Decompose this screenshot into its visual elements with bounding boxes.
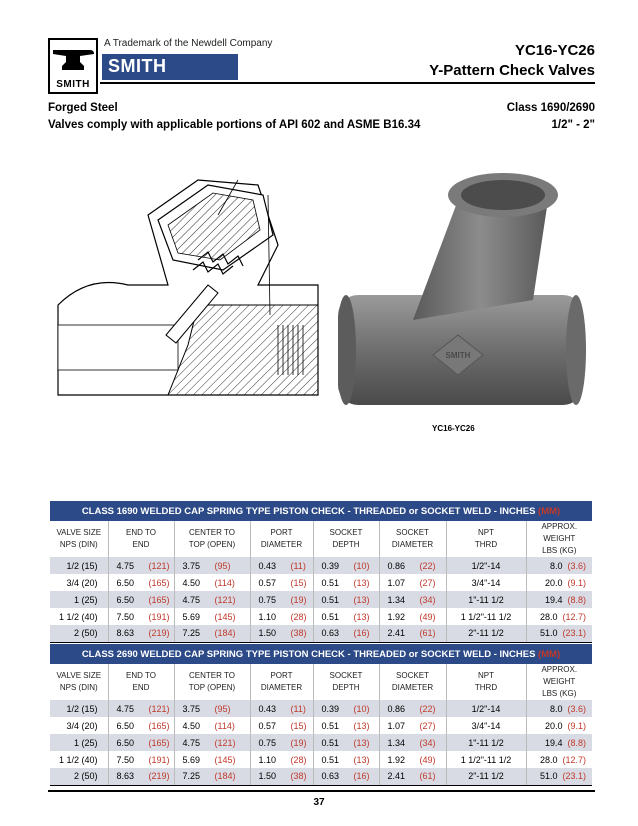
- table-row: 1/2 (15) 4.75 (121) 3.75 (95) 0.43 (11) 0.39 (10) 0.86 (22) 1/2"-14 8.0 (3.6): [50, 557, 592, 574]
- table-title: CLASS 1690 WELDED CAP SPRING TYPE PISTON CHECK - THREADED or SOCKET WELD - INCHES (MM): [50, 501, 592, 521]
- col-approx-weight: APPROX. WEIGHT LBS (KG): [526, 664, 592, 700]
- material-line: [48, 102, 595, 114]
- col-valve-size: VALVE SIZE NPS (DIN): [50, 521, 108, 557]
- table-row: 3/4 (20) 6.50 (165) 4.50 (114) 0.57 (15) 0.51 (13) 1.07 (27) 3/4"-14 20.0 (9.1): [50, 717, 592, 734]
- col-socket-depth: SOCKET DEPTH: [313, 664, 379, 700]
- col-valve-size: VALVE SIZE NPS (DIN): [50, 664, 108, 700]
- anvil-icon: [50, 44, 96, 84]
- page-number: 37: [313, 797, 325, 808]
- compliance-line: [48, 119, 595, 131]
- trademark-tagline: A Trademark of the Newdell Company: [104, 38, 273, 49]
- col-npt-thread: NPT THRD: [446, 521, 526, 557]
- class-1690-table: [50, 501, 592, 643]
- cross-section-drawing: [48, 175, 338, 410]
- col-end-to-end: END TO END: [108, 521, 174, 557]
- col-socket-diameter: SOCKET DIAMETER: [379, 664, 446, 700]
- table-row: 1/2 (15) 4.75 (121) 3.75 (95) 0.43 (11) 0.39 (10) 0.86 (22) 1/2"-14 8.0 (3.6): [50, 700, 592, 717]
- col-npt-thread: NPT THRD: [446, 664, 526, 700]
- product-title: Y-Pattern Check Valves: [429, 62, 595, 79]
- material: Forged Steel: [48, 102, 118, 114]
- table-row: 1 1/2 (40) 7.50 (191) 5.69 (145) 1.10 (28) 0.51 (13) 1.92 (49) 1 1/2"-11 1/2 28.0 (12.7): [50, 608, 592, 625]
- size-range: 1/2" - 2": [551, 119, 595, 131]
- column-headers: [50, 521, 592, 557]
- page-header: [48, 38, 595, 100]
- col-center-to-top: CENTER TO TOP (OPEN): [174, 664, 250, 700]
- column-headers: [50, 664, 592, 700]
- table-row: 1 1/2 (40) 7.50 (191) 5.69 (145) 1.10 (28) 0.51 (13) 1.92 (49) 1 1/2"-11 1/2 28.0 (12.7): [50, 751, 592, 768]
- pressure-class: Class 1690/2690: [506, 102, 595, 114]
- brand-name: SMITH: [108, 56, 167, 76]
- col-socket-depth: SOCKET DEPTH: [313, 521, 379, 557]
- table-row: 1 (25) 6.50 (165) 4.75 (121) 0.75 (19) 0.51 (13) 1.34 (34) 1"-11 1/2 19.4 (8.8): [50, 734, 592, 751]
- smith-logo: [48, 38, 98, 94]
- col-port-diameter: PORT DIAMETER: [250, 521, 313, 557]
- body-mark: SMITH: [445, 351, 471, 360]
- table-row: 2 (50) 8.63 (219) 7.25 (184) 1.50 (38) 0.63 (16) 2.41 (61) 2"-11 1/2 51.0 (23.1): [50, 768, 592, 785]
- col-port-diameter: PORT DIAMETER: [250, 664, 313, 700]
- logo-label: SMITH: [56, 79, 90, 90]
- model-number: YC16-YC26: [514, 42, 595, 59]
- col-approx-weight: APPROX. WEIGHT LBS (KG): [526, 521, 592, 557]
- col-socket-diameter: SOCKET DIAMETER: [379, 521, 446, 557]
- table-row: 3/4 (20) 6.50 (165) 4.50 (114) 0.57 (15) 0.51 (13) 1.07 (27) 3/4"-14 20.0 (9.1): [50, 574, 592, 591]
- class-2690-table: [50, 644, 592, 786]
- table-title: CLASS 2690 WELDED CAP SPRING TYPE PISTON CHECK - THREADED or SOCKET WELD - INCHES (MM): [50, 644, 592, 664]
- table-row: 1 (25) 6.50 (165) 4.75 (121) 0.75 (19) 0.51 (13) 1.34 (34) 1"-11 1/2 19.4 (8.8): [50, 591, 592, 608]
- col-center-to-top: CENTER TO TOP (OPEN): [174, 521, 250, 557]
- col-end-to-end: END TO END: [108, 664, 174, 700]
- compliance-note: Valves comply with applicable portions of API 602 and ASME B16.34: [48, 119, 421, 131]
- footer-divider: [48, 790, 595, 792]
- table-row: 2 (50) 8.63 (219) 7.25 (184) 1.50 (38) 0.63 (16) 2.41 (61) 2"-11 1/2 51.0 (23.1): [50, 625, 592, 642]
- header-divider: [100, 82, 595, 84]
- valve-photo: [338, 160, 588, 425]
- photo-caption: YC16-YC26: [432, 424, 475, 433]
